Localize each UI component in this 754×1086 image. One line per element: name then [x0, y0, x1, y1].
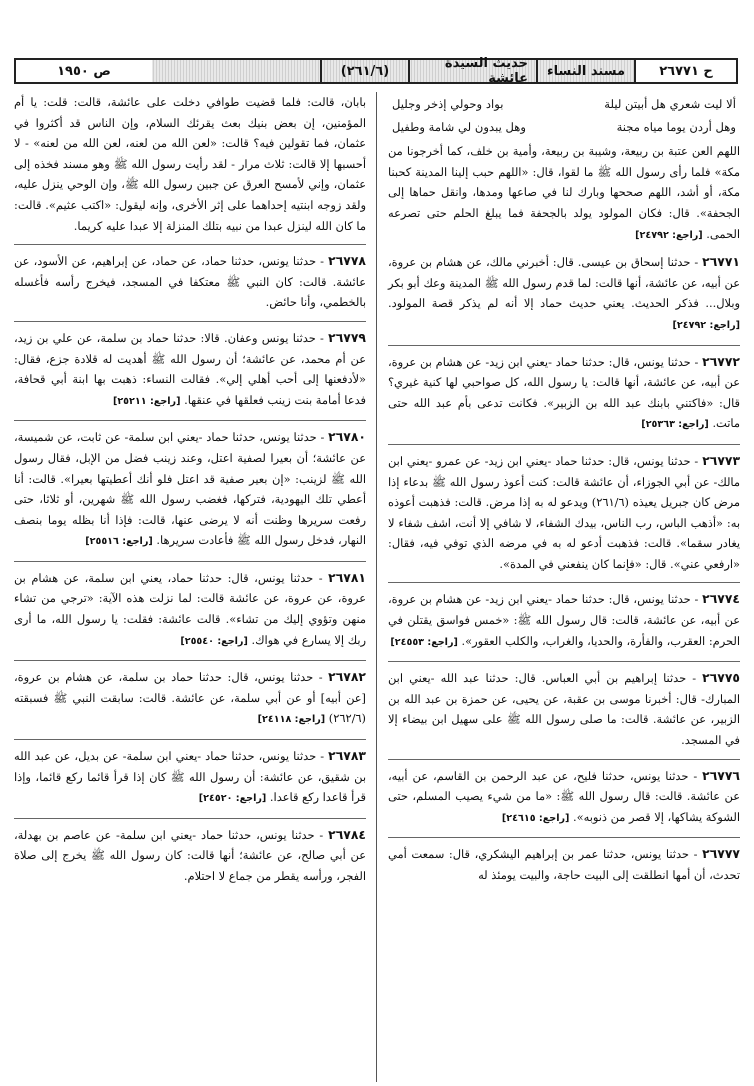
cross-reference: [راجع: ٢٥٥١٦]: [85, 536, 153, 548]
hadith-text: - حدثنا إسحاق بن عيسى. قال: أخبرني مالك، عن هشام بن عروة، عن أبيه، عن عائشة، أنها قالت: لما قدم رسول الله ﷺ المدينة وعك أبو بكر وبلال... فذكر الحديث. يعني حديث حماد إلا أنه لم يذكر قصة المولود.: [388, 255, 740, 311]
hadith-text: - حدثنا يونس، قال: حدثنا حماد -يعني ابن زيد- عن هشام بن عروة، عن أبيه، عن عائشة، أنها قالت: يا رسول الله، كل صواحبي لها كنية غيري؟ قال: «فاكتني بابنك عبد الله بن الزبير». فكانت تدعى بأم عبد الله حتى ماتت.: [388, 354, 740, 431]
section-rule: [388, 661, 740, 662]
hadith-entry: [14, 825, 366, 887]
poem-hemistich: بواد وحولي إذخر وجليل: [392, 97, 504, 111]
hadith-entry: [14, 427, 366, 553]
cross-reference: [راجع: ٢٥٥٤٠]: [180, 635, 248, 647]
section-rule: [14, 244, 366, 245]
hadith-number: ٢٦٧٨١: [328, 569, 366, 585]
section-rule: [388, 759, 740, 760]
hadith-number: ٢٦٧٧٣: [702, 452, 741, 468]
poem-line: [388, 117, 740, 138]
intro-paragraph: [388, 141, 740, 246]
hadith-entry: [14, 328, 366, 412]
header-ornament: [152, 60, 320, 82]
header-page-number: ص ١٩٥٠: [16, 60, 152, 82]
hadith-entry: [14, 667, 366, 731]
left-column: [14, 92, 366, 1082]
poem-hemistich: ألا ليت شعري هل أبيتن ليلة: [604, 97, 736, 111]
hadith-entry: [14, 746, 366, 810]
section-rule: [14, 660, 366, 661]
hadith-number: ٢٦٧٧٦: [702, 767, 740, 783]
column-divider: [376, 92, 377, 1082]
cross-reference: [راجع: ٢٤١١٨]: [257, 714, 326, 726]
hadith-number: ٢٦٧٨٣: [328, 748, 366, 764]
hadith-text: - حدثنا يونس، حدثنا حماد -يعني ابن سلمة- عن عاصم بن بهدلة، عن أبي صالح، عن عائشة؛ أنها قالت: كان رسول الله ﷺ يخرج إلى صلاة الفجر، ورأسه يقطر من جماع لا احتلام.: [14, 827, 366, 883]
paragraph-text: اللهم العن عتبة بن ربيعة، وشيبة بن ربيعة، وأمية بن خلف، كما أخرجونا من مكة» فلما رأى رسول الله ﷺ ما لقوا، قال: «اللهم حبب إلينا المدينة كحبنا مكة، أو أشد، اللهم صححها وبارك لنا في صاعها ومدها، وانقل حماها إلى الجحفة». قال: فكان المولود يولد بالجحفة فما يبلغ الحلم حتى تصرعه الحمى.: [388, 144, 740, 241]
section-rule: [14, 420, 366, 421]
header-volume-ref: (٢٦١/٦): [320, 60, 410, 82]
section-rule: [14, 739, 366, 740]
section-rule: [388, 444, 740, 445]
hadith-entry: [388, 589, 740, 653]
hadith-text: - حدثنا يونس، قال: حدثنا حماد -يعني ابن زيد- عن عمرو -يعني ابن مالك- عن أبي الجوزاء، أن عائشة قالت: كنت أعوذ رسول الله ﷺ بدعاء إذا مرض كان جبريل يعيذه (٢٦١/٦) ويدعو له به إذا مرض. قالت: فذهبت أعوذه به: «أذهب الباس، رب الناس، بيدك الشفاء، لا شافي إلا أنت، اشف شفاء لا يغادر سقما». قالت: فذهبت أدعو له به في مرضه الذي توفي فيه، فقال: «ارفعي عني». قال: «فإنما كان ينفعني في المدة».: [388, 453, 741, 571]
hadith-entry: [388, 451, 740, 575]
hadith-text: - حدثنا يونس، حدثنا عمر بن إبراهيم اليشكري، قال: سمعت أمي تحدث، أن أمها انطلقت إلى البيت حاجة، والبيت يومئذ له: [388, 847, 740, 882]
hadith-text: - حدثنا يونس، حدثنا حماد -يعني ابن سلمة- عن ثابت، عن شميسة، عن عائشة؛ أن بعيرا لصفية اعتل، وعند زينب فضل من الإبل، فقال رسول الله ﷺ لزينب: «إن بعير صفية قد اعتل فلو أنك أعطيتها بعيرا». قالت: أنا أعطي تلك اليهودية، فتركها، فغضب رسول الله ﷺ شهرين، أو ثلاثا، حتى رفعت سريرها وظنت أنه لا يرضى عنها، قالت: فإذا أنا بظله يوما بنصف النهار، فدخل رسول الله ﷺ فأعادت سريرها.: [14, 430, 366, 548]
hadith-number: ٢٦٧٧١: [702, 254, 740, 270]
hadith-number: ٢٦٧٧٩: [328, 329, 366, 345]
cross-reference: [راجع: ٢٥٢١١]: [112, 395, 181, 407]
hadith-entry: [388, 844, 740, 885]
hadith-entry: [388, 352, 740, 436]
hadith-text: - حدثنا يونس، قال: حدثنا حماد، يعني ابن سلمة، عن هشام بن عروة، عن عروة، عن عائشة قالت: لما نزلت هذه الآية: «ترجي من تشاء منهن وتؤوي إليك من تشاء». قالت عائشة: فقلت: يا رسول الله، ما أرى ربك إلا يسارع في هواك.: [14, 570, 366, 647]
hadith-number: ٢٦٧٨٢: [328, 669, 366, 685]
poem-line: [388, 94, 740, 115]
header-section-title: حديث السيدة عائشة: [444, 56, 528, 86]
poem-hemistich: وهل أردن يوما مياه مجنة: [616, 119, 736, 134]
section-rule: [14, 818, 366, 819]
hadith-number: ٢٦٧٨٠: [328, 429, 366, 445]
section-rule: [388, 837, 740, 838]
hadith-number: ٢٦٧٧٢: [702, 353, 740, 369]
hadith-text: - حدثنا يونس، حدثنا حماد، عن حماد، عن إبراهيم، عن الأسود، عن عائشة. قالت: كان النبي ﷺ معتكفا في المسجد، فيخرج رأسه فأغسله بالخطمي، وأنا حائض.: [14, 254, 366, 310]
hadith-text: - حدثنا إبراهيم بن أبي العباس. قال: حدثنا عبد الله -يعني ابن المبارك- قال: أخبرنا موسى بن عقبة، عن يحيى، عن حمزة بن عبد الله بن الزبير، عن عائشة. قالت: ما صلى رسول الله ﷺ على سهيل ابن بيضاء إلا في المسجد.: [388, 671, 740, 748]
section-rule: [14, 321, 366, 322]
cross-reference: [راجع: ٢٤٧٩٢]: [672, 319, 740, 331]
section-rule: [388, 345, 740, 346]
hadith-entry: [14, 251, 366, 313]
poem: [388, 94, 740, 137]
poem-hemistich: وهل يبدون لي شامة وطفيل: [392, 119, 526, 134]
section-rule: [14, 561, 366, 562]
cross-reference: [راجع: ٢٤٧٩٢]: [635, 229, 703, 241]
hadith-number: ٢٦٧٧٧: [702, 846, 740, 862]
paragraph-text: بابان، قالت: فلما قضيت طوافي دخلت على عائشة، قالت: قلت: يا أم المؤمنين، إن بعض بنيك بعث يقرئك السلام، وإن الناس قد أكثروا في عثمان، فما تقولين فيه؟ قالت: «لعن الله من لعنه، لعن الله من لعنه» - لا أحسبها إلا قالت: ثلاث مرار - لقد رأيت رسول الله ﷺ وهو مسند فخذه إلى عثمان، وإني لأمسح العرق عن جبين رسول الله ﷺ، وإن الوحي ينزل عليه، ولقد زوجه ابنتيه إحداهما على إثر الأخرى، وإنه ليقول: «اكتب عثيم». قالت: ما كان الله لينزل عبدا من نبيه بتلك المنزلة إلا عبدا عليه كريما.: [14, 95, 366, 233]
header-hadith-number: ح ٢٦٧٧١: [634, 60, 736, 82]
header-book-title: مسند النساء: [536, 60, 634, 82]
hadith-number: ٢٦٧٧٥: [702, 670, 740, 686]
hadith-text: - حدثنا يونس، قال: حدثنا حماد -يعني ابن زيد- عن هشام بن عروة، عن أبيه، عن عائشة، قالت: قال رسول الله ﷺ: «خمس فواسق يقتلن في الحرم: العقرب، والفأرة، والحديا، والغراب، والكلب العقور».: [388, 592, 740, 648]
hadith-text: - حدثنا يونس، حدثنا فليح، عن عبد الرحمن بن القاسم، عن أبيه، عن عائشة. قالت: قال رسول الله ﷺ: «ما من شيء يصيب المسلم، حتى الشوكة يشاكها، إلا قصر من ذنوبه».: [388, 768, 740, 824]
hadith-entry: [388, 668, 740, 750]
cross-reference: [راجع: ٢٥٣٦٣]: [641, 419, 709, 431]
cross-reference: [راجع: ٢٤٥٥٣]: [390, 636, 458, 648]
cross-reference: [راجع: ٢٤٦١٥]: [501, 812, 570, 824]
cross-reference: [راجع: ٢٤٥٢٠]: [198, 793, 267, 805]
hadith-entry: [388, 252, 740, 336]
hadith-entry: [388, 766, 740, 830]
page-header: [14, 58, 738, 84]
hadith-text: - حدثنا يونس، قال: حدثنا حماد بن سلمة، عن هشام بن عروة، [عن أبيه] أو عن أبي سلمة، عن عائشة. قالت: سابقت النبي ﷺ فسبقته (٢٦٢/٦): [14, 670, 366, 726]
continued-paragraph: [14, 92, 366, 236]
right-column: [388, 92, 740, 1082]
hadith-number: ٢٦٧٨٤: [328, 826, 366, 842]
hadith-number: ٢٦٧٧٤: [702, 591, 740, 607]
hadith-text: - حدثنا يونس وعفان. قالا: حدثنا حماد بن سلمة، عن علي بن زيد، عن أم محمد، عن عائشة؛ أن رسول الله ﷺ أهديت له قلادة جزع، فقال: «لأدفعنها إلى أحب أهلي إلي». فقالت النساء: ذهبت بها ابنة أبي قحافة، فدعا أمامة بنت زينب فعلقها في عنقها.: [14, 330, 366, 407]
hadith-text: - حدثنا يونس، حدثنا حماد -يعني ابن سلمة- عن بديل، عن عبد الله بن شقيق، عن عائشة: أن رسول الله ﷺ كان إذا قرأ قائما ركع قائما، وإذا قرأ قاعدا ركع قاعدا.: [14, 749, 366, 805]
hadith-entry: [14, 568, 366, 652]
section-rule: [388, 582, 740, 583]
hadith-number: ٢٦٧٧٨: [328, 253, 366, 269]
